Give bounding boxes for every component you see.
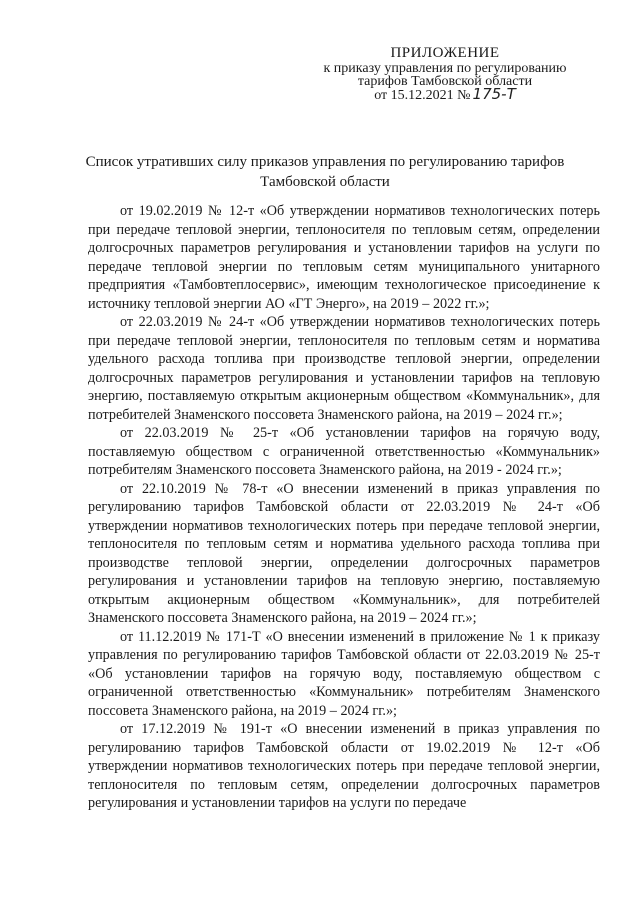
list-item: от 19.02.2019 № 12-т «Об утверждении нормативов технологических потерь при передаче тепловой энергии, теплоносителя по тепловым сетям, определении долгосрочных параметров регулирования и установлении тарифов на услуги по передаче тепловой энергии по тепловым сетям муниципального унитарного предприятия «Тамбовтеплосервис», имеющим технологическое присоединение к источнику тепловой энергии АО «ГТ Энерго», на 2019 – 2022 гг.»;: [88, 203, 600, 312]
handwritten-order-number: 175-Т: [472, 85, 516, 103]
document-body: [88, 202, 600, 813]
list-item: от 22.03.2019 № 25-т «Об установлении тарифов на горячую воду, поставляемую обществом с ограниченной ответственностью «Коммунальник» потребителям Знаменского поссовета Знаменского района, на 2019 - 2024 гг.»;: [88, 425, 600, 478]
appendix-title: ПРИЛОЖЕНИЕ: [390, 45, 500, 61]
list-item: от 22.10.2019 № 78-т «О внесении изменений в приказ управления по регулированию тарифов Тамбовской области от 22.03.2019 № 24-т «Об утверждении нормативов технологических потерь при передаче тепловой энергии, теплоносителя по тепловым сетям и норматива удельного расхода топлива при производстве тепловой энергии, определении долгосрочных параметров регулирования и установлении тарифов на тепловую энергию, поставляемую открытым акционерным обществом «Коммунальник», для потребителей Знаменского поссовета Знаменского района, на 2019 – 2024 гг.»;: [88, 480, 600, 626]
list-item: от 22.03.2019 № 24-т «Об утверждении нормативов технологических потерь при передаче тепловой энергии, теплоносителя по тепловым сетям и норматива удельного расхода топлива при производстве тепловой энергии, определении долгосрочных параметров регулирования и установлении тарифов на тепловую энергию, поставляемую открытым акционерным обществом «Коммунальник», для потребителей Знаменского поссовета Знаменского района, на 2019 – 2024 гг.»;: [88, 314, 600, 423]
list-item: от 11.12.2019 № 171-Т «О внесении изменений в приложение № 1 к приказу управления по регулированию тарифов Тамбовской области от 22.03.2019 № 25-т «Об установлении тарифов на горячую воду, поставляемую обществом с ограниченной ответственностью «Коммунальник» потребителям Знаменского поссовета Знаменского района, на 2019 – 2024 гг.»;: [88, 628, 600, 719]
appendix-header: [290, 47, 600, 102]
document-title: Список утративших силу приказов управления по регулированию тарифов Тамбовской области: [85, 154, 565, 190]
list-item: от 17.12.2019 № 191-т «О внесении изменений в приказ управления по регулированию тарифов Тамбовской области от 19.02.2019 № 12-т «Об утверждении нормативов технологических потерь при передаче тепловой энергии, теплоносителя по тепловым сетям, определении долгосрочных параметров регулирования и установлении тарифов на услуги по передаче: [88, 721, 600, 811]
appendix-line-1: к приказу управления по регулированию: [323, 61, 567, 76]
order-date-prefix: от 15.12.2021 №: [374, 88, 471, 103]
appendix-line-2: тарифов Тамбовской области: [357, 74, 533, 89]
order-date-line: [290, 85, 600, 103]
